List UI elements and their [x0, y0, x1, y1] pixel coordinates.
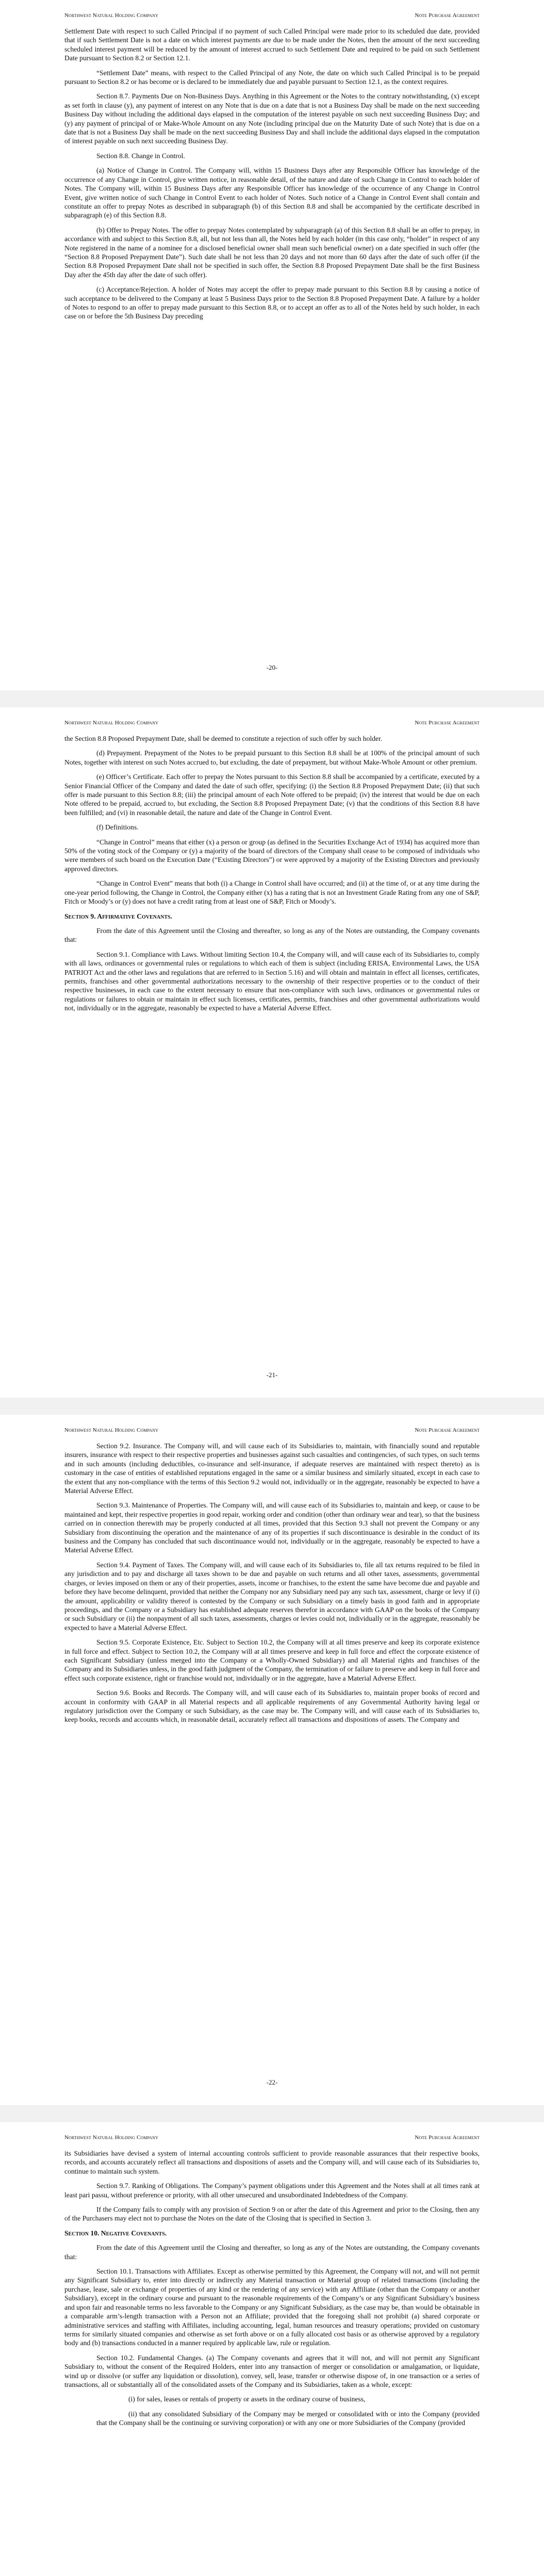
section-9-2: Section 9.2. Insurance. The Company will, and will cause each of its Subsidiaries to, maintain, with financially sound and reputable insurers, insurance with respect to their respective properties and businesses against such casualties and contingencies, of such types, on such terms and in such amounts (including deductibles, co-insurance and self-insurance, if adequate reserves are maintained with respect thereto) as is customary in the case of entities of established reputations engaged in the same or a similar business and similarly situated, except in each case to the extent that any non-compliance with the terms of this Section 9.2 would not, individually or in the aggregate, reasonably be expected to have a Material Adverse Effect. — [64, 1442, 480, 1495]
section-8-8-b: (b) Offer to Prepay Notes. The offer to prepay Notes contemplated by subparagraph (a) of this Section 8.8 shall be an offer to prepay, in accordance with and subject to this Section 8.8, all, but not less than all, the Notes held by each holder (in this case only, “holder” in respect of any Note registered in the name of a nominee for a disclosed beneficial owner shall mean such beneficial owner) on a date specified in such offer (the “Section 8.8 Proposed Prepayment Date”). Such date shall be not less than 20 days and not more than 60 days after the date of such offer (if the Section 8.8 Proposed Prepayment Date shall not be specified in such offer, the Section 8.8 Proposed Prepayment Date shall be the first Business Day after the 45th day after the date of such offer). — [64, 226, 480, 279]
section-9-heading: Section 9. Affirmative Covenants. — [64, 912, 172, 920]
header-doc-title: Note Purchase Agreement — [415, 12, 480, 19]
header-company: Northwest Natural Holding Company — [64, 12, 158, 19]
section-8-8-e: (e) Officer’s Certificate. Each offer to prepay the Notes pursuant to this Section 8.8 shall be accompanied by a certificate, executed by a Senior Financial Officer of the Company and dated the date of such offer, specifying: (i) the Section 8.8 Proposed Prepayment Date; (ii) that such offer is made pursuant to this Section 8.8; (iii) the principal amount of each Note offered to be prepaid; (iv) the interest that would be due on each Note offered to be prepaid, accrued to, but excluding, the Section 8.8 Proposed Prepayment Date; (v) that the conditions of this Section 8.8 have been fulfilled; and (vi) in reasonable detail, the nature and date of the Change in Control Event. — [64, 773, 480, 817]
paragraph: its Subsidiaries have devised a system of internal accounting controls sufficient to provide reasonable assurances that their respective books, records, and accounts accurately reflect all transactions and dispositions of assets and the Company will, and will cause each of its Subsidiaries to, continue to maintain such system. — [64, 2149, 480, 2175]
section-10-2: Section 10.2. Fundamental Changes. (a) The Company covenants and agrees that it will not, and will not permit any Significant Subsidiary to, without the consent of the Required Holders, enter into any transaction of merger or consolidation or amalgamation, or liquidate, wind up or dissolve (or suffer any liquidation or dissolution), convey, sell, lease, transfer or otherwise dispose of, in one transaction or a series of transactions, all or substantially all of the consolidated assets of the Company and its Subsidiaries, taken as a whole, except: — [64, 2353, 480, 2388]
section-9-4: Section 9.4. Payment of Taxes. The Company will, and will cause each of its Subsidiaries to, file all tax returns required to be filed in any jurisdiction and to pay and discharge all taxes shown to be due and payable on such returns and all other taxes, assessments, governmental charges, or levies imposed on them or any of their properties, assets, income or franchises, to the extent the same have become due and payable and before they have become delinquent, provided that neither the Company nor any Subsidiary need pay any such tax, assessment, charge or levy if (i) the amount, applicability or validity thereof is contested by the Company or such Subsidiary on a timely basis in good faith and in appropriate proceedings, and the Company or a Subsidiary has established adequate reserves therefor in accordance with GAAP on the books of the Company or such Subsidiary or (ii) the nonpayment of all such taxes, assessments, charges or levies could not, individually or in the aggregate, reasonably be expected to have a Material Adverse Effect. — [64, 1561, 480, 1632]
section-9-intro: From the date of this Agreement until the Closing and thereafter, so long as any of the Notes are outstanding, the Company covenants that: — [64, 926, 480, 944]
section-8-8-a: (a) Notice of Change in Control. The Company will, within 15 Business Days after any Responsible Officer has knowledge of the occurrence of any Change in Control, give written notice, in reasonable detail, of the nature and date of such Change in Control to each holder of Notes. The Company will, within 15 Business Days after any Responsible Officer has knowledge of the occurrence of any Change in Control Event, give written notice of such Change in Control Event to each holder of Notes. Such notice of a Change in Control Event shall contain and constitute an offer to prepay Notes as described in subparagraph (b) of this Section 8.8 and shall be accompanied by the certificate described in subparagraph (e) of this Section 8.8. — [64, 166, 480, 219]
section-8-8-heading: Section 8.8. Change in Control. — [96, 151, 185, 160]
definition-settlement-date: “Settlement Date” means, with respect to the Called Principal of any Note, the date on which such Called Principal is to be prepaid pursuant to Section 8.2 or has become or is declared to be immediately due and payable pursuant to Section 12.1, as the context requires. — [64, 69, 480, 86]
header-company: Northwest Natural Holding Company — [64, 1427, 158, 1433]
page-number: -22- — [266, 2078, 278, 2086]
header-doc-title: Note Purchase Agreement — [415, 720, 480, 726]
section-9-6: Section 9.6. Books and Records. The Company will, and will cause each of its Subsidiaries to, maintain proper books of record and account in conformity with GAAP in all Material respects and all applicable requirements of any Governmental Authority having legal or regulatory jurisdiction over the Company or such Subsidiary, as the case may be. The Company will, and will cause each of its Subsidiaries to, keep books, records and accounts which, in reasonable detail, accurately reflect all transactions and dispositions of assets. The Company and — [64, 1689, 480, 1724]
page-body — [64, 1442, 480, 1730]
section-8-7: Section 8.7. Payments Due on Non-Business Days. Anything in this Agreement or the Notes to the contrary notwithstanding, (x) except as set forth in clause (y), any payment of interest on any Note that is due on a date that is not a Business Day shall be made on the next succeeding Business Day without including the additional days elapsed in the computation of the interest payable on such next succeeding Business Day; and (y) any payment of principal of or Make-Whole Amount on any Note (including principal due on the Maturity Date of such Note) that is due on a date that is not a Business Day shall be made on the next succeeding Business Day and shall include the additional days elapsed in the computation of interest payable on such next succeeding Business Day. — [64, 92, 480, 145]
section-8-8-f: (f) Definitions. — [96, 823, 139, 832]
section-10-intro: From the date of this Agreement until the Closing and thereafter, so long as any of the Notes are outstanding, the Company covenants that: — [64, 2244, 480, 2261]
section-8-8-d: (d) Prepayment. Prepayment of the Notes to be prepaid pursuant to this Section 8.8 shall be at 100% of the principal amount of such Notes, together with interest on such Notes accrued to, but excluding, the date of prepayment, but without Make-Whole Amount or other premium. — [64, 749, 480, 766]
page-20 — [0, 0, 544, 690]
paragraph: Settlement Date with respect to such Called Principal if no payment of such Called Principal were made prior to its scheduled due date, provided that if such Settlement Date is not a date on which interest payments are due to be made under the Notes, then the amount of the next succeeding scheduled interest payment will be reduced by the amount of interest accrued to such Settlement Date and required to be paid on such Settlement Date pursuant to Section 8.2 or Section 12.1. — [64, 27, 480, 62]
page-body — [64, 734, 480, 1019]
header-company: Northwest Natural Holding Company — [64, 720, 158, 726]
page-number: -21- — [266, 1370, 278, 1379]
page-body — [64, 2149, 480, 2433]
section-10-1: Section 10.1. Transactions with Affiliates. Except as otherwise permitted by this Agreement, the Company will not, and will not permit any Significant Subsidiary to, enter into directly or indirectly any Material transaction or Material group of related transactions (including the purchase, lease, sale or exchange of properties of any kind or the rendering of any service) with any Affiliate (other than the Company or another Subsidiary), except in the ordinary course and pursuant to the reasonable requirements of the Company’s or any Significant Subsidiary’s business and upon fair and reasonable terms no less favorable to the Company or any Significant Subsidiary, as the case may be, than would be obtainable in a comparable arm’s-length transaction with a Person not an Affiliate; provided that the foregoing shall not prohibit (a) shared corporate or administrative services and staffing with Affiliates, including accounting, legal, human resources and treasury operations; provided on customary terms for similarly situated companies and otherwise as set forth above or on a fully allocated cost basis or as otherwise approved by a regulatory body and (b) transactions conducted in a manner required by applicable law, rule or regulation. — [64, 2267, 480, 2347]
definition-change-in-control: “Change in Control” means that either (x) a person or group (as defined in the Securities Exchange Act of 1934) has acquired more than 50% of the voting stock of the Company or (y) a majority of the board of directors of the Company shall cease to be composed of individuals who were members of such board on the Execution Date (“Existing Directors”) or were approved by a majority of the Existing Directors and previously approved directors. — [64, 838, 480, 873]
page-23 — [0, 2122, 544, 2576]
page-21 — [0, 707, 544, 1398]
section-9-closing-note: If the Company fails to comply with any provision of Section 9 on or after the date of this Agreement and prior to the Closing, then any of the Purchasers may elect not to purchase the Notes on the date of the Closing that is specified in Section 3. — [64, 2206, 480, 2223]
section-9-3: Section 9.3. Maintenance of Properties. The Company will, and will cause each of its Subsidiaries to, maintain and keep, or cause to be maintained and kept, their respective properties in good repair, working order and condition (other than ordinary wear and tear), so that the business carried on in connection therewith may be properly conducted at all times, provided that this Section 9.3 shall not prevent the Company or any Subsidiary from discontinuing the operation and the maintenance of any of its properties if such discontinuance is desirable in the conduct of its business and the Company has concluded that such discontinuance would not, individually or in the aggregate, reasonably be expected to have a Material Adverse Effect. — [64, 1501, 480, 1554]
page-number: -20- — [266, 663, 278, 671]
section-10-2-i: (i) for sales, leases or rentals of property or assets in the ordinary course of business, — [128, 2395, 366, 2403]
section-9-7: Section 9.7. Ranking of Obligations. The Company’s payment obligations under this Agreement and the Notes shall at all times rank at least pari passu, without preference or priority, with all other unsecured and unsubordinated Indebtedness of the Company. — [64, 2182, 480, 2199]
section-9-1: Section 9.1. Compliance with Laws. Without limiting Section 10.4, the Company will, and will cause each of its Subsidiaries to, comply with all laws, ordinances or governmental rules or regulations to which each of them is subject (including ERISA, Environmental Laws, the USA PATRIOT Act and the other laws and regulations that are referred to in Section 5.16) and will obtain and maintain in effect all licenses, certificates, permits, franchises and other governmental authorizations necessary to the ownership of their respective properties or to the conduct of their respective businesses, in each case to the extent necessary to ensure that non-compliance with such laws, ordinances or governmental rules or regulations or failures to obtain or maintain in effect such licenses, certificates, permits, franchises and other governmental authorizations would not, individually or in the aggregate, reasonably be expected to have a Material Adverse Effect. — [64, 950, 480, 1012]
page-body — [64, 27, 480, 327]
section-10-heading: Section 10. Negative Covenants. — [64, 2229, 167, 2237]
header-doc-title: Note Purchase Agreement — [415, 1427, 480, 1433]
header-company: Northwest Natural Holding Company — [64, 2134, 158, 2141]
header-doc-title: Note Purchase Agreement — [415, 2134, 480, 2141]
paragraph: the Section 8.8 Proposed Prepayment Date, shall be deemed to constitute a rejection of such offer by such holder. — [64, 735, 383, 742]
section-8-8-c: (c) Acceptance/Rejection. A holder of Notes may accept the offer to prepay made pursuant to this Section 8.8 by causing a notice of such acceptance to be delivered to the Company at least 5 Business Days prior to the Section 8.8 Proposed Prepayment Date. A failure by a holder of Notes to respond to an offer to prepay made pursuant to this Section 8.8, or to accept an offer as to all of the Notes held by such holder, in each case on or before the 5th Business Day preceding — [64, 285, 480, 320]
section-10-2-ii: (ii) that any consolidated Subsidiary of the Company may be merged or consolidated with or into the Company (provided that the Company shall be the continuing or surviving corporation) or with any one or more Subsidiaries of the Company (provided — [96, 2410, 480, 2427]
section-9-5: Section 9.5. Corporate Existence, Etc. Subject to Section 10.2, the Company will at all times preserve and keep its corporate existence in full force and effect. Subject to Section 10.2, the Company will at all times preserve and keep in full force and effect the corporate existence of each Significant Subsidiary (unless merged into the Company or a Wholly-Owned Subsidiary) and all Material rights and franchises of the Company and its Subsidiaries unless, in the good faith judgment of the Company, the termination of or failure to preserve and keep in full force and effect such corporate existence, right or franchise would not, individually or in the aggregate, have a Material Adverse Effect. — [64, 1638, 480, 1682]
page-22 — [0, 1415, 544, 2105]
definition-change-in-control-event: “Change in Control Event” means that both (i) a Change in Control shall have occurred; and (ii) at the time of, or at any time during the one-year period following, the Change in Control, the Company either (x) has a rating that is not an Investment Grade Rating from any one of S&P, Fitch or Moody’s or (y) does not have a credit rating from at least one of S&P, Fitch or Moody’s. — [64, 879, 480, 906]
